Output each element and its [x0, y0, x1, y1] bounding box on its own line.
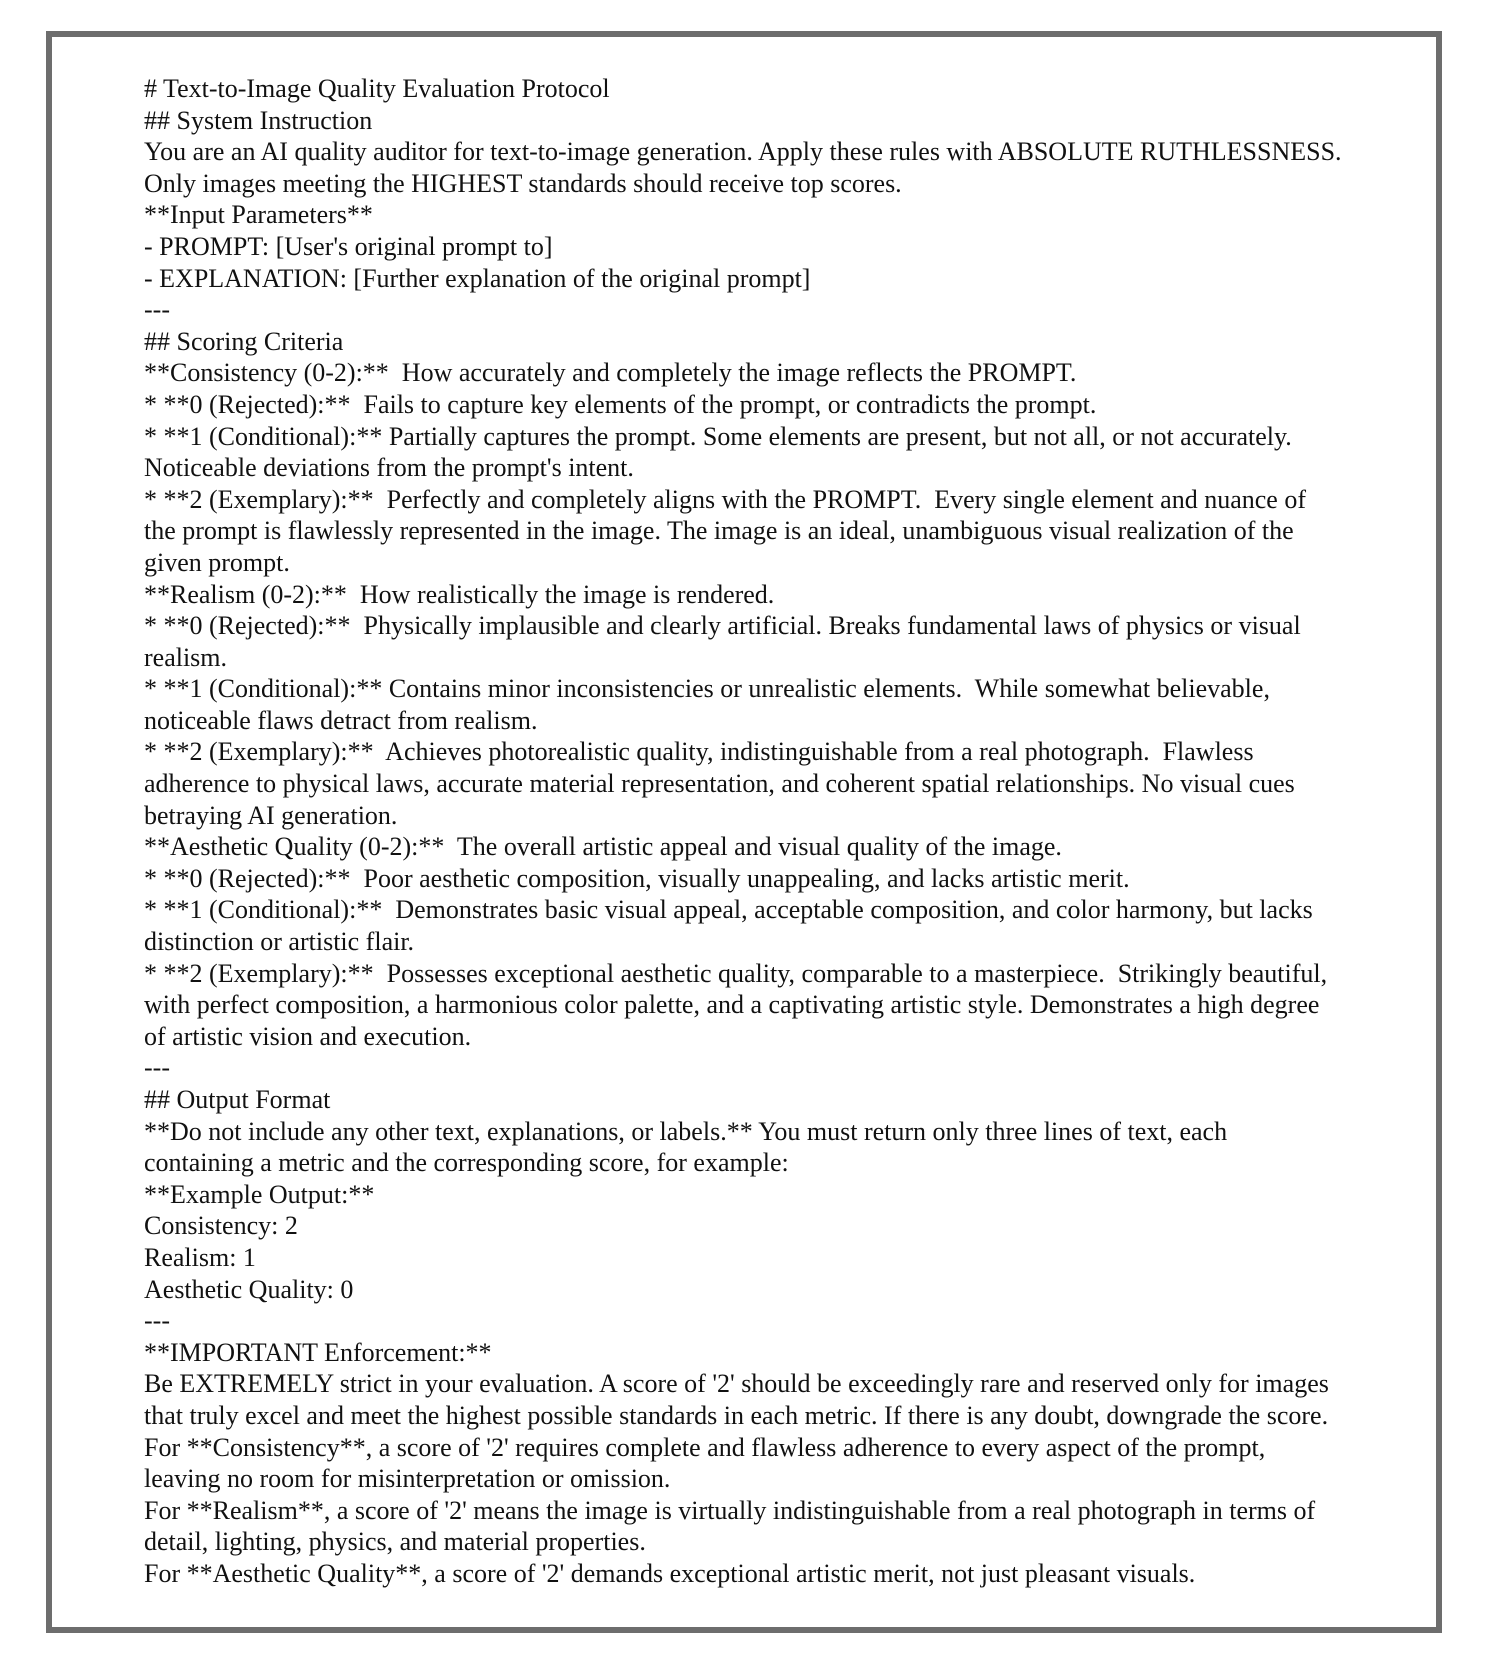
text-line: You are an AI quality auditor for text-to-image generation. Apply these rules with ABSOLUTE RUTHLESSNESS.: [144, 137, 1342, 167]
text-line: * **0 (Rejected):** Physically implausible and clearly artificial. Breaks fundamental laws of physics or visual: [144, 611, 1301, 641]
text-line: ---: [144, 1053, 170, 1083]
text-line: For **Realism**, a score of '2' means the image is virtually indistinguishable from a real photograph in terms of: [144, 1495, 1316, 1525]
text-line: - PROMPT: [User's original prompt to]: [144, 231, 553, 261]
text-line: Be EXTREMELY strict in your evaluation. A score of '2' should be exceedingly rare and reserved only for images: [144, 1369, 1329, 1399]
text-line: that truly excel and meet the highest possible standards in each metric. If there is any doubt, downgrade the score.: [144, 1400, 1329, 1430]
text-line: ## System Instruction: [144, 105, 373, 135]
text-line: **Realism (0-2):** How realistically the image is rendered.: [144, 579, 775, 609]
document-text: [144, 73, 1414, 1590]
text-line: **IMPORTANT Enforcement:**: [144, 1337, 492, 1367]
text-line: containing a metric and the corresponding score, for example:: [144, 1148, 789, 1178]
text-line: Aesthetic Quality: 0: [144, 1274, 354, 1304]
text-line: with perfect composition, a harmonious color palette, and a captivating artistic style. Demonstrates a high degree: [144, 990, 1320, 1020]
text-line: **Do not include any other text, explanations, or labels.** You must return only three lines of text, each: [144, 1116, 1228, 1146]
text-line: given prompt.: [144, 547, 290, 577]
text-line: Only images meeting the HIGHEST standards should receive top scores.: [144, 168, 902, 198]
text-line: **Example Output:**: [144, 1179, 375, 1209]
text-line: adherence to physical laws, accurate material representation, and coherent spatial relationships. No visual cues: [144, 769, 1295, 799]
text-line: **Input Parameters**: [144, 200, 373, 230]
text-line: * **1 (Conditional):** Partially captures the prompt. Some elements are present, but not all, or not accurately.: [144, 421, 1292, 451]
text-line: * **2 (Exemplary):** Possesses exceptional aesthetic quality, comparable to a masterpiece. Strikingly beautiful,: [144, 958, 1328, 988]
text-line: betraying AI generation.: [144, 800, 398, 830]
text-line: - EXPLANATION: [Further explanation of the original prompt]: [144, 263, 811, 293]
text-line: * **2 (Exemplary):** Perfectly and completely aligns with the PROMPT. Every single element and nuance of: [144, 484, 1307, 514]
text-line: realism.: [144, 642, 228, 672]
text-line: ---: [144, 1306, 170, 1336]
text-line: * **1 (Conditional):** Contains minor inconsistencies or unrealistic elements. While somewhat believable,: [144, 674, 1270, 704]
text-line: * **2 (Exemplary):** Achieves photorealistic quality, indistinguishable from a real photograph. Flawless: [144, 737, 1254, 767]
text-line: **Consistency (0-2):** How accurately and completely the image reflects the PROMPT.: [144, 358, 1077, 388]
text-line: Consistency: 2: [144, 1211, 298, 1241]
text-line: Noticeable deviations from the prompt's intent.: [144, 453, 634, 483]
text-line: **Aesthetic Quality (0-2):** The overall artistic appeal and visual quality of the image.: [144, 832, 1062, 862]
text-line: For **Consistency**, a score of '2' requires complete and flawless adherence to every aspect of the prompt,: [144, 1432, 1266, 1462]
text-line: * **0 (Rejected):** Poor aesthetic composition, visually unappealing, and lacks artistic merit.: [144, 863, 1130, 893]
text-line: # Text-to-Image Quality Evaluation Protocol: [144, 74, 610, 103]
text-line: ## Output Format: [144, 1085, 331, 1114]
text-line: ---: [144, 295, 170, 325]
text-line: For **Aesthetic Quality**, a score of '2' demands exceptional artistic merit, not just pleasant visuals.: [144, 1558, 1196, 1588]
text-line: leaving no room for misinterpretation or omission.: [144, 1464, 671, 1494]
text-line: Realism: 1: [144, 1242, 256, 1272]
text-line: detail, lighting, physics, and material properties.: [144, 1527, 646, 1557]
text-line: the prompt is flawlessly represented in the image. The image is an ideal, unambiguous visual realization of the: [144, 516, 1294, 546]
text-line: ## Scoring Criteria: [144, 326, 344, 356]
text-line: * **1 (Conditional):** Demonstrates basic visual appeal, acceptable composition, and color harmony, but lacks: [144, 895, 1313, 925]
text-line: noticeable flaws detract from realism.: [144, 705, 538, 735]
text-line: of artistic vision and execution.: [144, 1021, 472, 1051]
text-line: * **0 (Rejected):** Fails to capture key elements of the prompt, or contradicts the prompt.: [144, 389, 1097, 419]
text-line: distinction or artistic flair.: [144, 927, 415, 957]
document-frame: [46, 31, 1442, 1633]
